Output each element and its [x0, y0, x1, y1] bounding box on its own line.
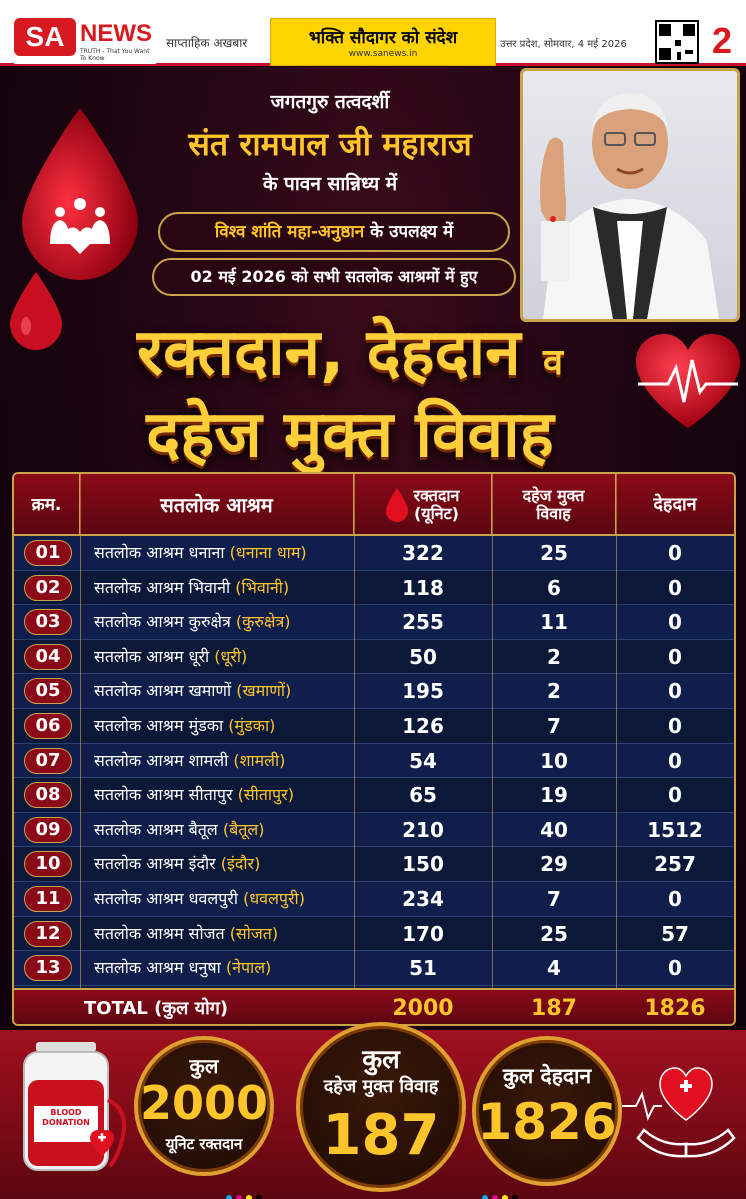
row-blood: 54: [409, 748, 437, 773]
total-blood: 2000: [392, 996, 454, 1021]
ashram-name: सतलोक आश्रम सीतापुर: [94, 785, 233, 805]
row-marriage: 6: [547, 575, 561, 600]
row-ashram-name: [94, 813, 264, 847]
row-marriage: 7: [547, 714, 561, 738]
row-ashram-name: [94, 882, 305, 916]
ashram-name: सतलोक आश्रम कुरुक्षेत्र: [94, 612, 231, 632]
headline-conjunction: व: [542, 342, 563, 383]
ashram-name: सतलोक आश्रम खमाणों: [94, 681, 232, 701]
badge2-mid-text: दहेज मुक्त विवाह: [323, 1076, 439, 1097]
row-sno: 12: [24, 921, 72, 947]
table-row: [14, 605, 734, 640]
col-header-ashram: सतलोक आश्रम: [80, 474, 354, 536]
ashram-name: सतलोक आश्रम मुंडका: [94, 716, 224, 735]
portrait-illustration: [523, 71, 737, 319]
ashram-name: सतलोक आश्रम धनुषा: [94, 958, 221, 978]
row-body: 57: [661, 921, 689, 946]
ashram-location: (सीतापुर): [237, 785, 294, 805]
row-marriage: 25: [540, 921, 568, 946]
row-body: 0: [668, 956, 682, 981]
row-sno: 06: [24, 713, 72, 739]
ashram-name: सतलोक आश्रम धूरी: [94, 646, 210, 666]
row-body: 0: [668, 644, 682, 669]
table-row: [14, 674, 734, 709]
ashram-name: सतलोक आश्रम इंदौर: [94, 854, 216, 874]
blood-drop-icon: [386, 488, 408, 522]
total-marriage: 187: [531, 996, 577, 1021]
row-sno: 04: [24, 644, 72, 670]
row-blood: 118: [402, 575, 444, 600]
date-pill: 02 मई 2026 को सभी सतलोक आश्रमों में हुए: [152, 258, 516, 296]
ashram-name: सतलोक आश्रम धनाना: [94, 543, 225, 562]
table-row: [14, 813, 734, 848]
row-sno: 08: [24, 782, 72, 808]
column-divider: [354, 474, 355, 1026]
row-sno: 11: [24, 886, 72, 912]
total-label: TOTAL (कुल योग): [84, 998, 229, 1019]
row-blood: 210: [402, 817, 444, 842]
print-registration-dots: [482, 1186, 522, 1194]
total-marriage-badge: [296, 1022, 466, 1192]
event-pill: [158, 212, 510, 252]
row-sno: 01: [24, 540, 72, 566]
ashram-location: (खमाणों): [236, 681, 292, 701]
table-row: [14, 571, 734, 606]
table-row: [14, 951, 734, 986]
intro-line-2: संत रामपाल जी महाराज: [188, 125, 472, 163]
row-sno: 10: [24, 851, 72, 877]
row-blood: 50: [409, 644, 437, 669]
badge1-bottom-text: यूनिट रक्तदान: [165, 1135, 243, 1153]
ashram-name: सतलोक आश्रम शामली: [94, 750, 229, 770]
ashram-name: सतलोक आश्रम धवलपुरी: [94, 889, 238, 908]
intro-line-1: जगतगुरु तत्वदर्शी: [270, 91, 390, 113]
row-body: 1512: [647, 817, 703, 842]
row-body: 0: [668, 748, 682, 773]
row-marriage: 29: [540, 852, 568, 877]
ashram-location: (मुंडका): [228, 716, 276, 735]
ashram-name: सतलोक आश्रम बैतूल: [94, 819, 218, 839]
row-marriage: 40: [540, 817, 568, 842]
total-body: 1826: [644, 996, 706, 1021]
row-ashram-name: [94, 674, 291, 708]
row-marriage: 2: [547, 644, 561, 669]
row-ashram-name: [94, 605, 291, 639]
row-ashram-name: [94, 536, 307, 570]
ashram-location: (कुरुक्षेत्र): [235, 612, 291, 632]
table-row: [14, 640, 734, 675]
website-url[interactable]: www.sanews.in: [348, 49, 418, 59]
row-sno: 05: [24, 678, 72, 704]
row-body: 257: [654, 852, 696, 877]
ashram-location: (धवलपुरी): [243, 889, 305, 908]
row-sno: 07: [24, 748, 72, 774]
row-body: 0: [668, 783, 682, 808]
row-marriage: 7: [547, 887, 561, 911]
event-suffix: के उपलक्ष्य में: [364, 222, 454, 242]
ashram-name: सतलोक आश्रम सोजत: [94, 923, 225, 943]
row-body: 0: [668, 887, 682, 911]
table-header: [14, 474, 734, 536]
ashram-location: (धूरी): [214, 646, 248, 666]
ashram-location: (सोजत): [229, 923, 279, 943]
table-row: [14, 778, 734, 813]
row-marriage: 19: [540, 783, 568, 808]
saint-portrait-image: [520, 68, 740, 322]
row-blood: 170: [402, 921, 444, 946]
row-blood: 322: [402, 541, 444, 565]
row-blood: 51: [409, 956, 437, 981]
row-blood: 195: [402, 679, 444, 704]
row-sno: 03: [24, 609, 72, 635]
headline-line-1: [70, 306, 630, 393]
row-ashram-name: [94, 951, 271, 985]
sa-news-logo[interactable]: [14, 18, 156, 64]
row-ashram-name: [94, 917, 278, 951]
row-body: 0: [668, 714, 682, 738]
column-divider: [616, 474, 617, 1026]
row-marriage: 10: [540, 748, 568, 773]
row-blood: 150: [402, 852, 444, 877]
row-sno: 09: [24, 817, 72, 843]
row-blood: 234: [402, 887, 444, 911]
table-row: [14, 847, 734, 882]
ashram-location: (धनाना धाम): [229, 543, 307, 562]
badge1-top-text: कुल: [189, 1054, 219, 1078]
ashram-location: (भिवानी): [235, 577, 290, 597]
column-divider: [492, 474, 493, 1026]
row-marriage: 11: [540, 610, 568, 635]
table-row: [14, 744, 734, 779]
table-row: [14, 882, 734, 917]
total-blood-badge: [134, 1036, 274, 1176]
blood-bag-label: BLOOD DONATION: [42, 1108, 90, 1127]
ashram-location: (शामली): [233, 750, 286, 770]
col-header-body: देहदान: [653, 494, 697, 516]
heartbeat-heart-icon: [634, 332, 742, 432]
dateline: उत्तर प्रदेश, सोमवार, 4 मई 2026: [500, 39, 627, 50]
row-ashram-name: [94, 847, 260, 881]
row-body: 0: [668, 610, 682, 635]
row-blood: 255: [402, 610, 444, 635]
col-header-marriage: दहेज मुक्त विवाह: [492, 474, 616, 536]
newspaper-title: भक्ति सौदागर को संदेश: [308, 28, 458, 48]
intro-line-3: के पावन सान्निध्य में: [262, 173, 398, 195]
event-name: विश्व शांति महा-अनुष्ठान: [214, 222, 365, 242]
row-ashram-name: [94, 640, 247, 674]
badge2-value: 187: [322, 1103, 440, 1168]
donation-table: [12, 472, 736, 1026]
total-body-badge: [472, 1036, 622, 1186]
ashram-name: सतलोक आश्रम भिवानी: [94, 577, 231, 597]
row-body: 0: [668, 575, 682, 600]
row-blood: 126: [402, 714, 444, 738]
row-ashram-name: [94, 778, 294, 812]
col-header-blood: [354, 474, 492, 536]
table-row: [14, 536, 734, 571]
badge3-top-text: कुल देहदान: [502, 1064, 592, 1088]
badge1-value: 2000: [139, 1076, 269, 1130]
table-row: [14, 917, 734, 952]
page-number: 2: [711, 20, 733, 61]
ashram-location: (इंदौर): [220, 854, 261, 874]
badge2-top-text: कुल: [362, 1045, 400, 1075]
column-divider: [80, 474, 81, 1026]
row-sno: 13: [24, 955, 72, 981]
headline-part-1: रक्तदान, देहदान: [137, 316, 521, 390]
masthead: [0, 0, 746, 66]
logo-tagline: TRUTH - That You Want To Know: [80, 48, 150, 62]
row-marriage: 25: [540, 541, 568, 565]
row-marriage: 4: [547, 956, 561, 981]
blood-drop-icon: [10, 272, 62, 350]
row-body: 0: [668, 679, 682, 704]
row-blood: 65: [409, 783, 437, 808]
print-registration-dots: [226, 1186, 266, 1194]
weekly-label: साप्ताहिक अखबार: [166, 36, 248, 50]
badge3-value: 1826: [477, 1093, 617, 1151]
qr-code-icon[interactable]: [655, 20, 699, 64]
table-total-row: [14, 988, 734, 1026]
row-marriage: 2: [547, 679, 561, 704]
logo-news-text: NEWS: [80, 20, 152, 47]
blood-drop-family-icon: [22, 108, 138, 280]
newspaper-title-box: [270, 18, 496, 66]
hands-holding-heart-icon: [622, 1046, 742, 1166]
ashram-location: (बैतूल): [222, 819, 265, 839]
headline-line-2: दहेज मुक्त विवाह: [146, 398, 554, 472]
ashram-location: (नेपाल): [225, 958, 272, 978]
row-sno: 02: [24, 575, 72, 601]
col-header-blood-text: रक्तदान (यूनिट): [413, 486, 460, 523]
logo-sa-text: SA: [14, 18, 76, 56]
row-body: 0: [668, 541, 682, 565]
col-header-sno: क्रम.: [14, 474, 80, 536]
row-ashram-name: [94, 709, 275, 743]
row-ashram-name: [94, 744, 285, 778]
row-ashram-name: [94, 571, 289, 605]
table-row: [14, 709, 734, 744]
